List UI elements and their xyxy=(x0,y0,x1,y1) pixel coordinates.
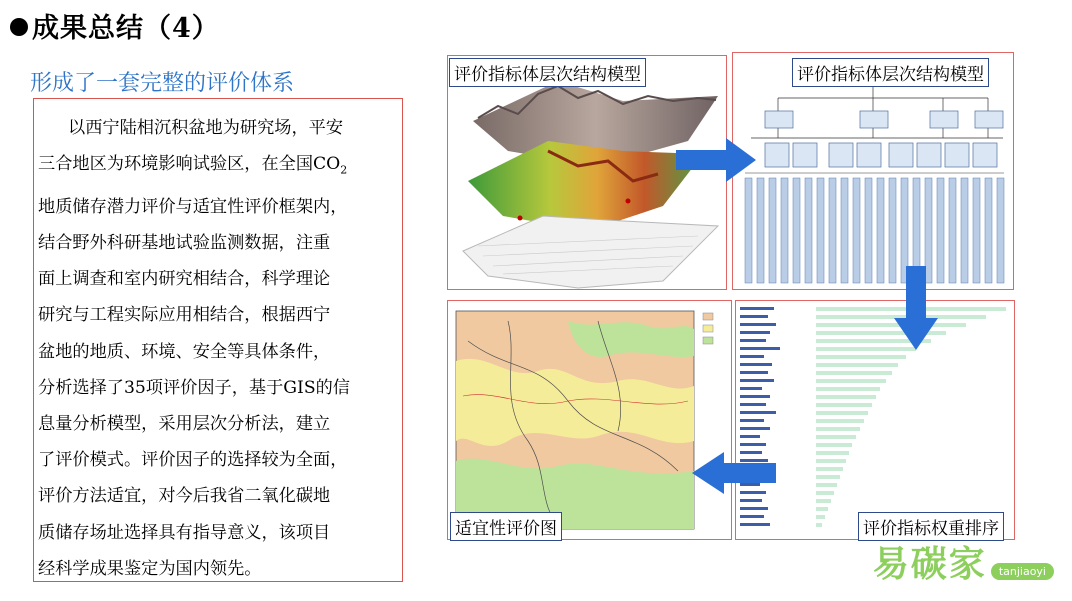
body-line-1: 以西宁陆相沉积盆地为研究场，平安 xyxy=(68,118,344,138)
bullet-icon xyxy=(10,18,28,36)
suitability-map-image xyxy=(448,301,731,539)
body-line-2 xyxy=(38,146,398,189)
body-line-5: 面上调查和室内研究相结合，科学理论 xyxy=(38,269,331,290)
watermark-text: 易碳家 xyxy=(872,544,987,585)
co2-subscript: 2 xyxy=(340,163,348,177)
watermark-pill: tanjiaoyi xyxy=(991,563,1054,580)
weights-ranking-image xyxy=(736,301,1014,539)
body-line-6: 研究与工程实际应用相结合，根据西宁 xyxy=(38,305,331,326)
arrow-right-icon xyxy=(676,136,758,184)
title-text: 成果总结（4） xyxy=(32,13,220,44)
map-label: 适宜性评价图 xyxy=(450,512,562,541)
body-line-3: 地质储存潜力评价与适宜性评价框架内， xyxy=(38,196,348,217)
subtitle: 形成了一套完整的评价体系 xyxy=(30,71,295,96)
body-line-13: 经科学成果鉴定为国内领先。 xyxy=(38,558,262,579)
body-line-9: 息量分析模型，采用层次分析法，建立 xyxy=(38,414,331,435)
body-line-11: 评价方法适宜，对今后我省二氧化碳地 xyxy=(38,486,331,507)
body-line-12: 质储存场址选择具有指导意义，该项目 xyxy=(38,522,331,543)
map-panel xyxy=(447,300,732,540)
page-title xyxy=(10,6,220,45)
body-line-8: 分析选择了35项评价因子，基于GIS的信 xyxy=(38,377,350,398)
body-line-7: 盆地的地质、环境、安全等具体条件， xyxy=(38,341,331,362)
hierarchy-label: 评价指标体层次结构模型 xyxy=(792,58,989,87)
body-line-4: 结合野外科研基地试验监测数据，注重 xyxy=(38,233,331,254)
hierarchy-panel xyxy=(732,52,1014,290)
watermark-logo xyxy=(873,536,1054,587)
hierarchy-tree-image xyxy=(733,53,1013,289)
body-text xyxy=(38,110,398,587)
body-line-10: 了评价模式。评价因子的选择较为全面， xyxy=(38,450,348,471)
arrow-down-icon xyxy=(892,266,940,352)
weights-label: 评价指标权重排序 xyxy=(858,512,1004,541)
body-line-2-text: 三合地区为环境影响试验区，在全国CO xyxy=(38,154,341,175)
terrain-label: 评价指标体层次结构模型 xyxy=(449,58,646,87)
weights-panel xyxy=(735,300,1015,540)
arrow-left-icon xyxy=(690,450,778,496)
